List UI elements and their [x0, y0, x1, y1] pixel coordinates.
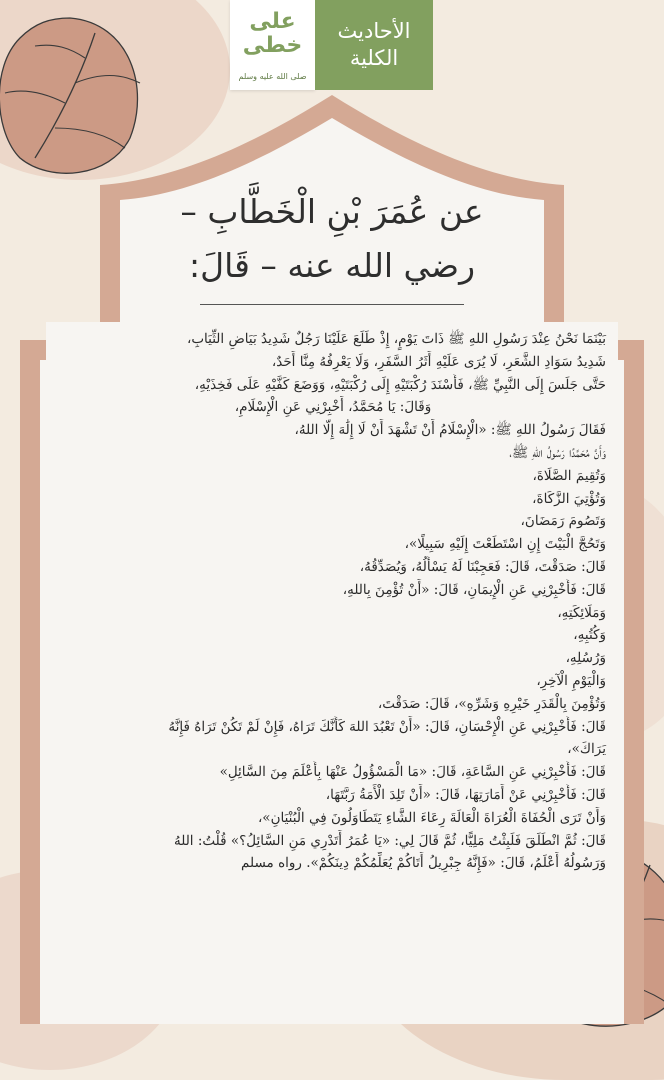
hadith-line: قَالَ: فَأَخْبِرْنِي عَنِ الْإِحْسَانِ، قَالَ: «أَنْ تَعْبُدَ اللهَ كَأَنَّكَ تَرَاهُ، فَإِنْ لَمْ تَكُنْ تَرَاهُ فَإِنَّهُ [168, 718, 606, 735]
hadith-line: وَقَالَ: يَا مُحَمَّدُ، أَخْبِرْنِي عَنِ الْإِسْلَامِ، [234, 399, 432, 416]
hadith-line: وَتَحُجَّ الْبَيْتَ إِنِ اسْتَطَعْتَ إِلَيْهِ سَبِيلًا»، [404, 536, 606, 553]
hadith-line: بَيْنَمَا نَحْنُ عِنْدَ رَسُولِ اللهِ ﷺ ذَاتَ يَوْمٍ، إِذْ طَلَعَ عَلَيْنَا رَجُلٌ شَدِيدُ بَيَاضِ الثِّيَابِ، [186, 331, 606, 347]
title-divider [200, 304, 464, 305]
hadith-line: وَالْيَوْمِ الْآخِرِ، [536, 672, 606, 689]
hadith-line: يَرَاكَ»، [567, 741, 606, 758]
badge-line: الأحاديث [337, 19, 411, 43]
hadith-line: وَمَلَائِكَتِهِ، [557, 604, 606, 621]
hadith-line: قَالَ: فَأَخْبِرْنِي عَنْ أَمَارَتِهَا، قَالَ: «أَنْ تَلِدَ الْأَمَةُ رَبَّتَهَا، [325, 786, 606, 803]
logo-mark-line: خطى [242, 33, 303, 58]
page-subtitle: رضي الله عنه – قَالَ: [188, 246, 476, 285]
hadith-line: قَالَ: ثُمَّ انْطَلَقَ فَلَبِثْتُ مَلِيًّا، ثُمَّ قَالَ لِي: «يَا عُمَرُ أَتَدْرِي مَنِ السَّائِلُ؟» قُلْتُ: اللهُ [173, 832, 606, 849]
logo-caption: صلى الله عليه وسلم [238, 72, 307, 81]
page-title: عن عُمَرَ بْنِ الْخَطَّابِ – [180, 192, 484, 231]
badge-line: الكلية [349, 46, 399, 70]
hadith-line: وَتُؤْمِنَ بِالْقَدَرِ خَيْرِهِ وَشَرِّهِ»، قَالَ: صَدَقْتَ، [377, 695, 606, 712]
hadith-line: قَالَ: فَأَخْبِرْنِي عَنِ السَّاعَةِ، قَالَ: «مَا الْمَسْؤُولُ عَنْهَا بِأَعْلَمَ مِنَ السَّائِلِ» [219, 764, 606, 781]
hadith-line: وَكُتُبِهِ، [573, 627, 606, 644]
site-logo [230, 0, 315, 90]
hadith-text [50, 328, 616, 948]
hadith-line: وَرُسُلِهِ، [565, 650, 606, 667]
hadith-line: حَتَّى جَلَسَ إِلَى النَّبِيِّ ﷺ، فَأَسْنَدَ رُكْبَتَيْهِ إِلَى رُكْبَتَيْهِ، وَوَضَعَ كَفَّيْهِ عَلَى فَخِذَيْهِ، [194, 376, 606, 393]
hadith-line: قَالَ: صَدَقْتَ، قَالَ: فَعَجِبْنَا لَهُ يَسْأَلُهُ، وَيُصَدِّقُهُ، [359, 558, 606, 575]
hadith-line: وَأَنَّ مُحَمَّدًا رَسُولُ اللهِ ﷺ، [509, 444, 606, 461]
hadith-line: وَأَنْ تَرَى الْحُفَاةَ الْعُرَاةَ الْعَالَةَ رِعَاءَ الشَّاءِ يَتَطَاوَلُونَ فِي الْبُنْيَانِ»، [257, 809, 606, 826]
hadith-line: فَقَالَ رَسُولُ اللهِ ﷺ: «الْإِسْلَامُ أَنْ تَشْهَدَ أَنْ لَا إِلَٰهَ إِلَّا اللهُ، [294, 422, 606, 439]
hadith-line: وَتُؤْتِيَ الزَّكَاةَ، [532, 490, 606, 507]
hadith-line: وَتَصُومَ رَمَضَانَ، [520, 513, 606, 530]
hadith-line: قَالَ: فَأَخْبِرْنِي عَنِ الْإِيمَانِ، قَالَ: «أَنْ تُؤْمِنَ بِاللهِ، [342, 581, 606, 598]
logo-mark-line: على [249, 9, 296, 34]
collection-badge [315, 0, 433, 90]
hadith-line: شَدِيدُ سَوَادِ الشَّعَرِ، لَا يُرَى عَلَيْهِ أَثَرُ السَّفَرِ، وَلَا يَعْرِفُهُ مِنَّا أَحَدٌ، [271, 353, 606, 370]
hadith-line: وَتُقِيمَ الصَّلَاةَ، [532, 467, 606, 484]
logo-mark [240, 10, 305, 62]
hadith-line: وَرَسُولُهُ أَعْلَمُ، قَالَ: «فَإِنَّهُ جِبْرِيلُ أَتَاكُمْ يُعَلِّمُكُمْ دِينَكُمْ». رواه مسلم [241, 855, 606, 872]
